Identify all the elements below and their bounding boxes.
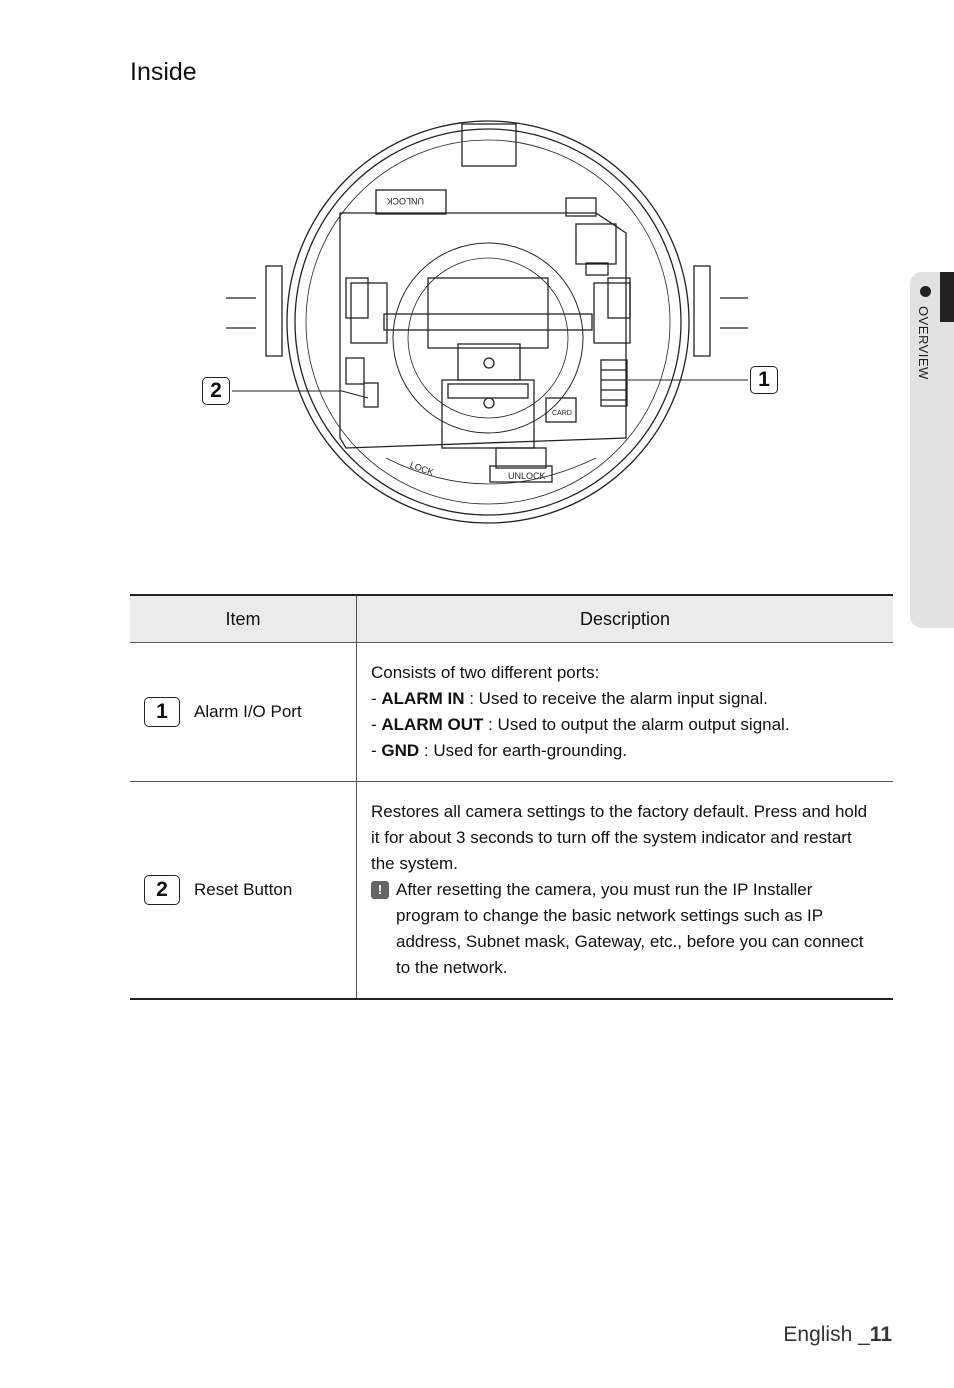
description-intro: Consists of two different ports:	[371, 663, 600, 682]
note	[371, 877, 878, 981]
bullet-alarm-out: - ALARM OUT : Used to output the alarm output signal.	[371, 715, 790, 734]
warning-icon: !	[371, 881, 389, 899]
item-name: Reset Button	[194, 880, 293, 899]
chapter-tab-label: OVERVIEW	[916, 306, 931, 380]
unlock-label-bottom: UNLOCK	[508, 471, 546, 481]
camera-illustration	[196, 118, 796, 538]
page-number: 11	[869, 1323, 892, 1346]
unlock-label-top: UNLOCK	[386, 196, 424, 206]
column-header-description: Description	[357, 595, 894, 643]
description-cell	[357, 643, 894, 782]
camera-inside-diagram	[196, 118, 796, 538]
page-footer	[783, 1323, 892, 1347]
item-cell	[130, 782, 357, 1000]
bullet-alarm-in: - ALARM IN : Used to receive the alarm input signal.	[371, 689, 768, 708]
item-cell	[130, 643, 357, 782]
description-cell	[357, 782, 894, 1000]
chapter-tab	[910, 272, 954, 628]
card-label: CARD	[552, 410, 572, 417]
description-text: Restores all camera settings to the factory default. Press and hold it for about 3 seconds to turn off the system indicator and restart the system.	[371, 802, 868, 873]
item-name: Alarm I/O Port	[194, 702, 302, 721]
table-row	[130, 643, 893, 782]
callout-1: 1	[750, 366, 778, 394]
footer-language: English _	[783, 1323, 870, 1346]
parts-table	[130, 594, 893, 1000]
bullet-gnd: - GND : Used for earth-grounding.	[371, 741, 628, 760]
item-number-badge: 2	[144, 875, 180, 905]
table-header-row	[130, 595, 893, 643]
column-header-item: Item	[130, 595, 357, 643]
lock-label: LOCK	[408, 459, 436, 478]
note-text: After resetting the camera, you must run the IP Installer program to change the basic network settings such as IP address, Subnet mask, Gateway, etc., before you can connect to the network.	[396, 880, 864, 977]
table-row	[130, 782, 893, 1000]
callout-2: 2	[202, 377, 230, 405]
chapter-tab-marker	[940, 272, 954, 322]
section-heading: Inside	[130, 58, 197, 86]
item-number-badge: 1	[144, 697, 180, 727]
bullet-icon	[920, 286, 931, 297]
